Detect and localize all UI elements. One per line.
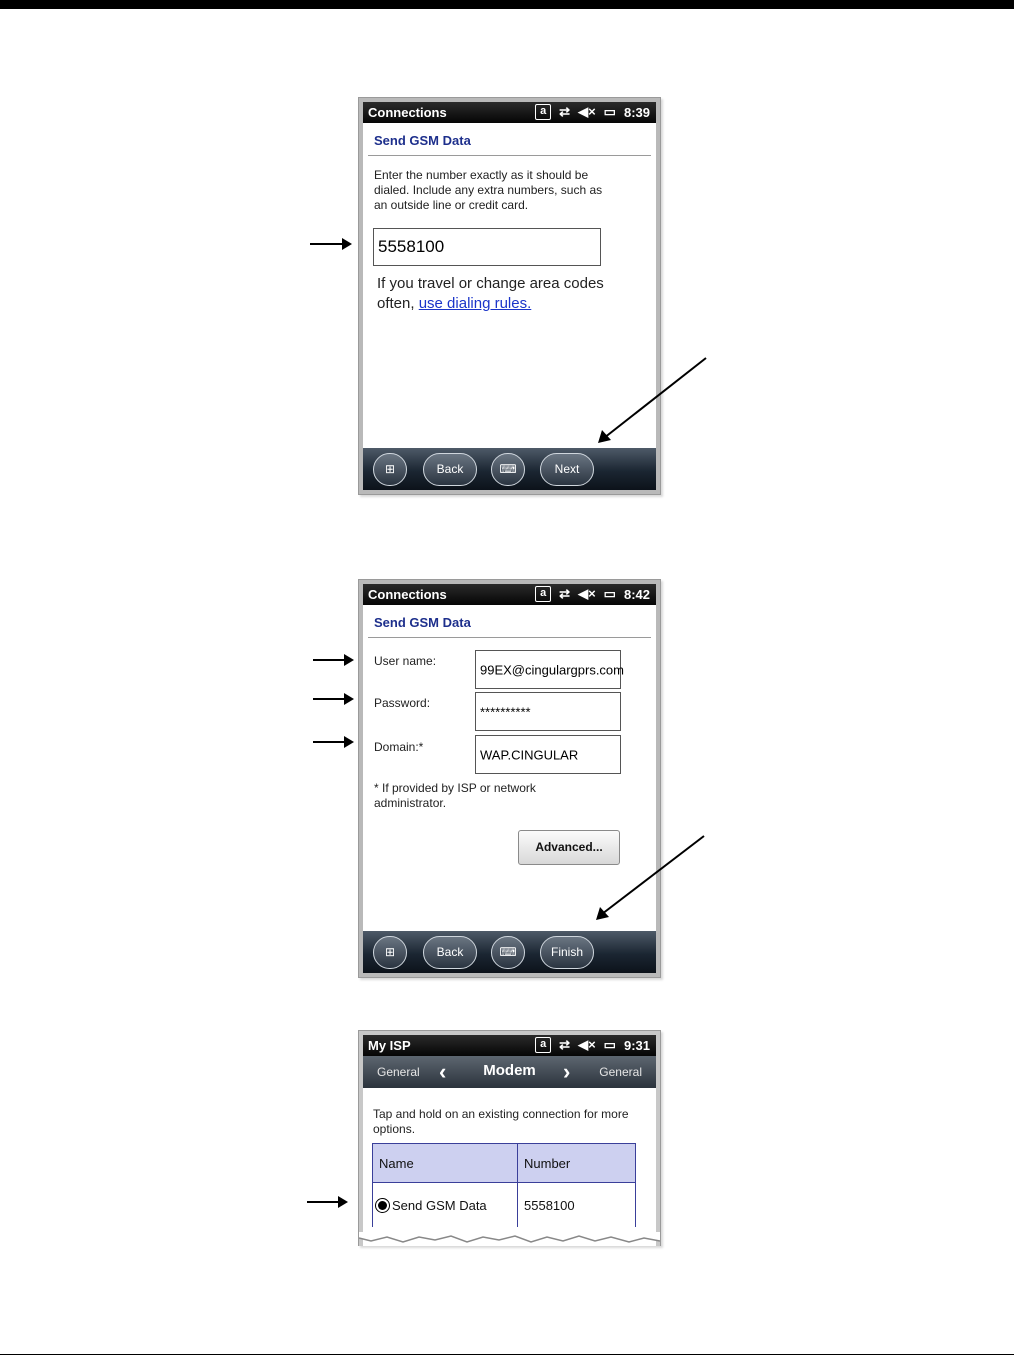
isp-footnote: * If provided by ISP or network administrator. xyxy=(374,781,536,810)
app-title: My ISP xyxy=(368,1038,411,1053)
a-icon: a xyxy=(535,104,551,120)
instruction-text: Enter the number exactly as it should be dialed. Include any extra numbers, such as an outside line or credit card. xyxy=(374,168,603,212)
finish-button[interactable]: Finish xyxy=(540,936,594,969)
tab-modem[interactable]: Modem xyxy=(483,1062,536,1079)
callout-arrow-number xyxy=(310,243,350,245)
chevron-right-icon[interactable]: › xyxy=(563,1059,571,1084)
app-title: Connections xyxy=(368,105,447,120)
status-bar xyxy=(363,584,656,605)
a-icon: a xyxy=(535,1037,551,1053)
sync-arrows-icon: ⇄ xyxy=(559,586,571,601)
callout-arrow-connection xyxy=(307,1201,346,1203)
back-button[interactable]: Back xyxy=(423,936,477,969)
a-icon: a xyxy=(535,586,551,602)
clock: 9:31 xyxy=(623,1037,650,1053)
callout-arrow-domain xyxy=(313,741,352,743)
battery-icon: ▭ xyxy=(603,104,616,119)
advanced-button[interactable]: Advanced... xyxy=(518,830,620,865)
connection-number: 5558100 xyxy=(524,1197,575,1213)
screenshot-my-isp-modem xyxy=(358,1030,661,1246)
torn-edge xyxy=(359,1232,660,1246)
radio-selected-icon[interactable] xyxy=(375,1198,390,1213)
page-subtitle: Send GSM Data xyxy=(374,615,471,630)
keyboard-icon: ⌨ xyxy=(499,462,517,476)
callout-arrow-next xyxy=(590,350,720,450)
status-bar xyxy=(363,1035,656,1056)
clock: 8:39 xyxy=(623,104,650,120)
app-title: Connections xyxy=(368,587,447,602)
divider xyxy=(368,155,651,156)
connection-name: Send GSM Data xyxy=(392,1197,487,1213)
connections-table xyxy=(372,1143,636,1227)
keyboard-icon: ⌨ xyxy=(499,945,517,959)
windows-start-button[interactable]: ⊞ xyxy=(373,453,407,486)
sync-arrows-icon: ⇄ xyxy=(559,1037,571,1052)
next-button[interactable]: Next xyxy=(540,453,594,486)
password-input[interactable]: ********** xyxy=(475,692,621,731)
user-name-label: User name: xyxy=(374,654,437,668)
status-bar xyxy=(363,102,656,123)
keyboard-button[interactable] xyxy=(491,936,525,969)
soft-key-bar xyxy=(363,931,656,973)
page-subtitle: Send GSM Data xyxy=(374,133,471,148)
dialing-rules-text: If you travel or change area codes often, use dialing rules. xyxy=(377,275,604,312)
battery-icon: ▭ xyxy=(603,586,616,601)
keyboard-button[interactable] xyxy=(491,453,525,486)
callout-arrow-user xyxy=(313,659,352,661)
device-screen xyxy=(363,1035,656,1246)
tab-general-right[interactable]: General xyxy=(599,1065,642,1079)
mute-speaker-icon: ◀× xyxy=(578,104,596,119)
column-header-name[interactable]: Name xyxy=(373,1144,518,1183)
page-bottom-rule xyxy=(0,1354,1014,1355)
soft-key-bar xyxy=(363,448,656,490)
domain-input[interactable]: WAP.CINGULAR xyxy=(475,735,621,774)
phone-number-input[interactable]: 5558100 xyxy=(373,228,601,266)
chevron-left-icon[interactable]: ‹ xyxy=(439,1059,447,1084)
user-name-input[interactable]: 99EX@cingulargprs.com xyxy=(475,650,621,689)
clock: 8:42 xyxy=(623,586,650,602)
callout-arrow-finish xyxy=(588,828,718,928)
mute-speaker-icon: ◀× xyxy=(578,586,596,601)
mute-speaker-icon: ◀× xyxy=(578,1037,596,1052)
page-top-rule xyxy=(0,0,1014,9)
column-header-number[interactable]: Number xyxy=(518,1144,636,1183)
tab-bar xyxy=(363,1056,656,1088)
sync-arrows-icon: ⇄ xyxy=(559,104,571,119)
password-label: Password: xyxy=(374,696,431,710)
callout-arrow-password xyxy=(313,698,352,700)
back-button[interactable]: Back xyxy=(423,453,477,486)
domain-label: Domain:* xyxy=(374,740,424,754)
divider xyxy=(368,637,651,638)
windows-start-button[interactable]: ⊞ xyxy=(373,936,407,969)
tab-general-left[interactable]: General xyxy=(377,1065,420,1079)
table-row[interactable] xyxy=(373,1183,636,1228)
dialing-rules-link[interactable]: use dialing rules. xyxy=(418,295,532,312)
instruction-text: Tap and hold on an existing connection for more options. xyxy=(373,1107,629,1136)
battery-icon: ▭ xyxy=(603,1037,616,1052)
